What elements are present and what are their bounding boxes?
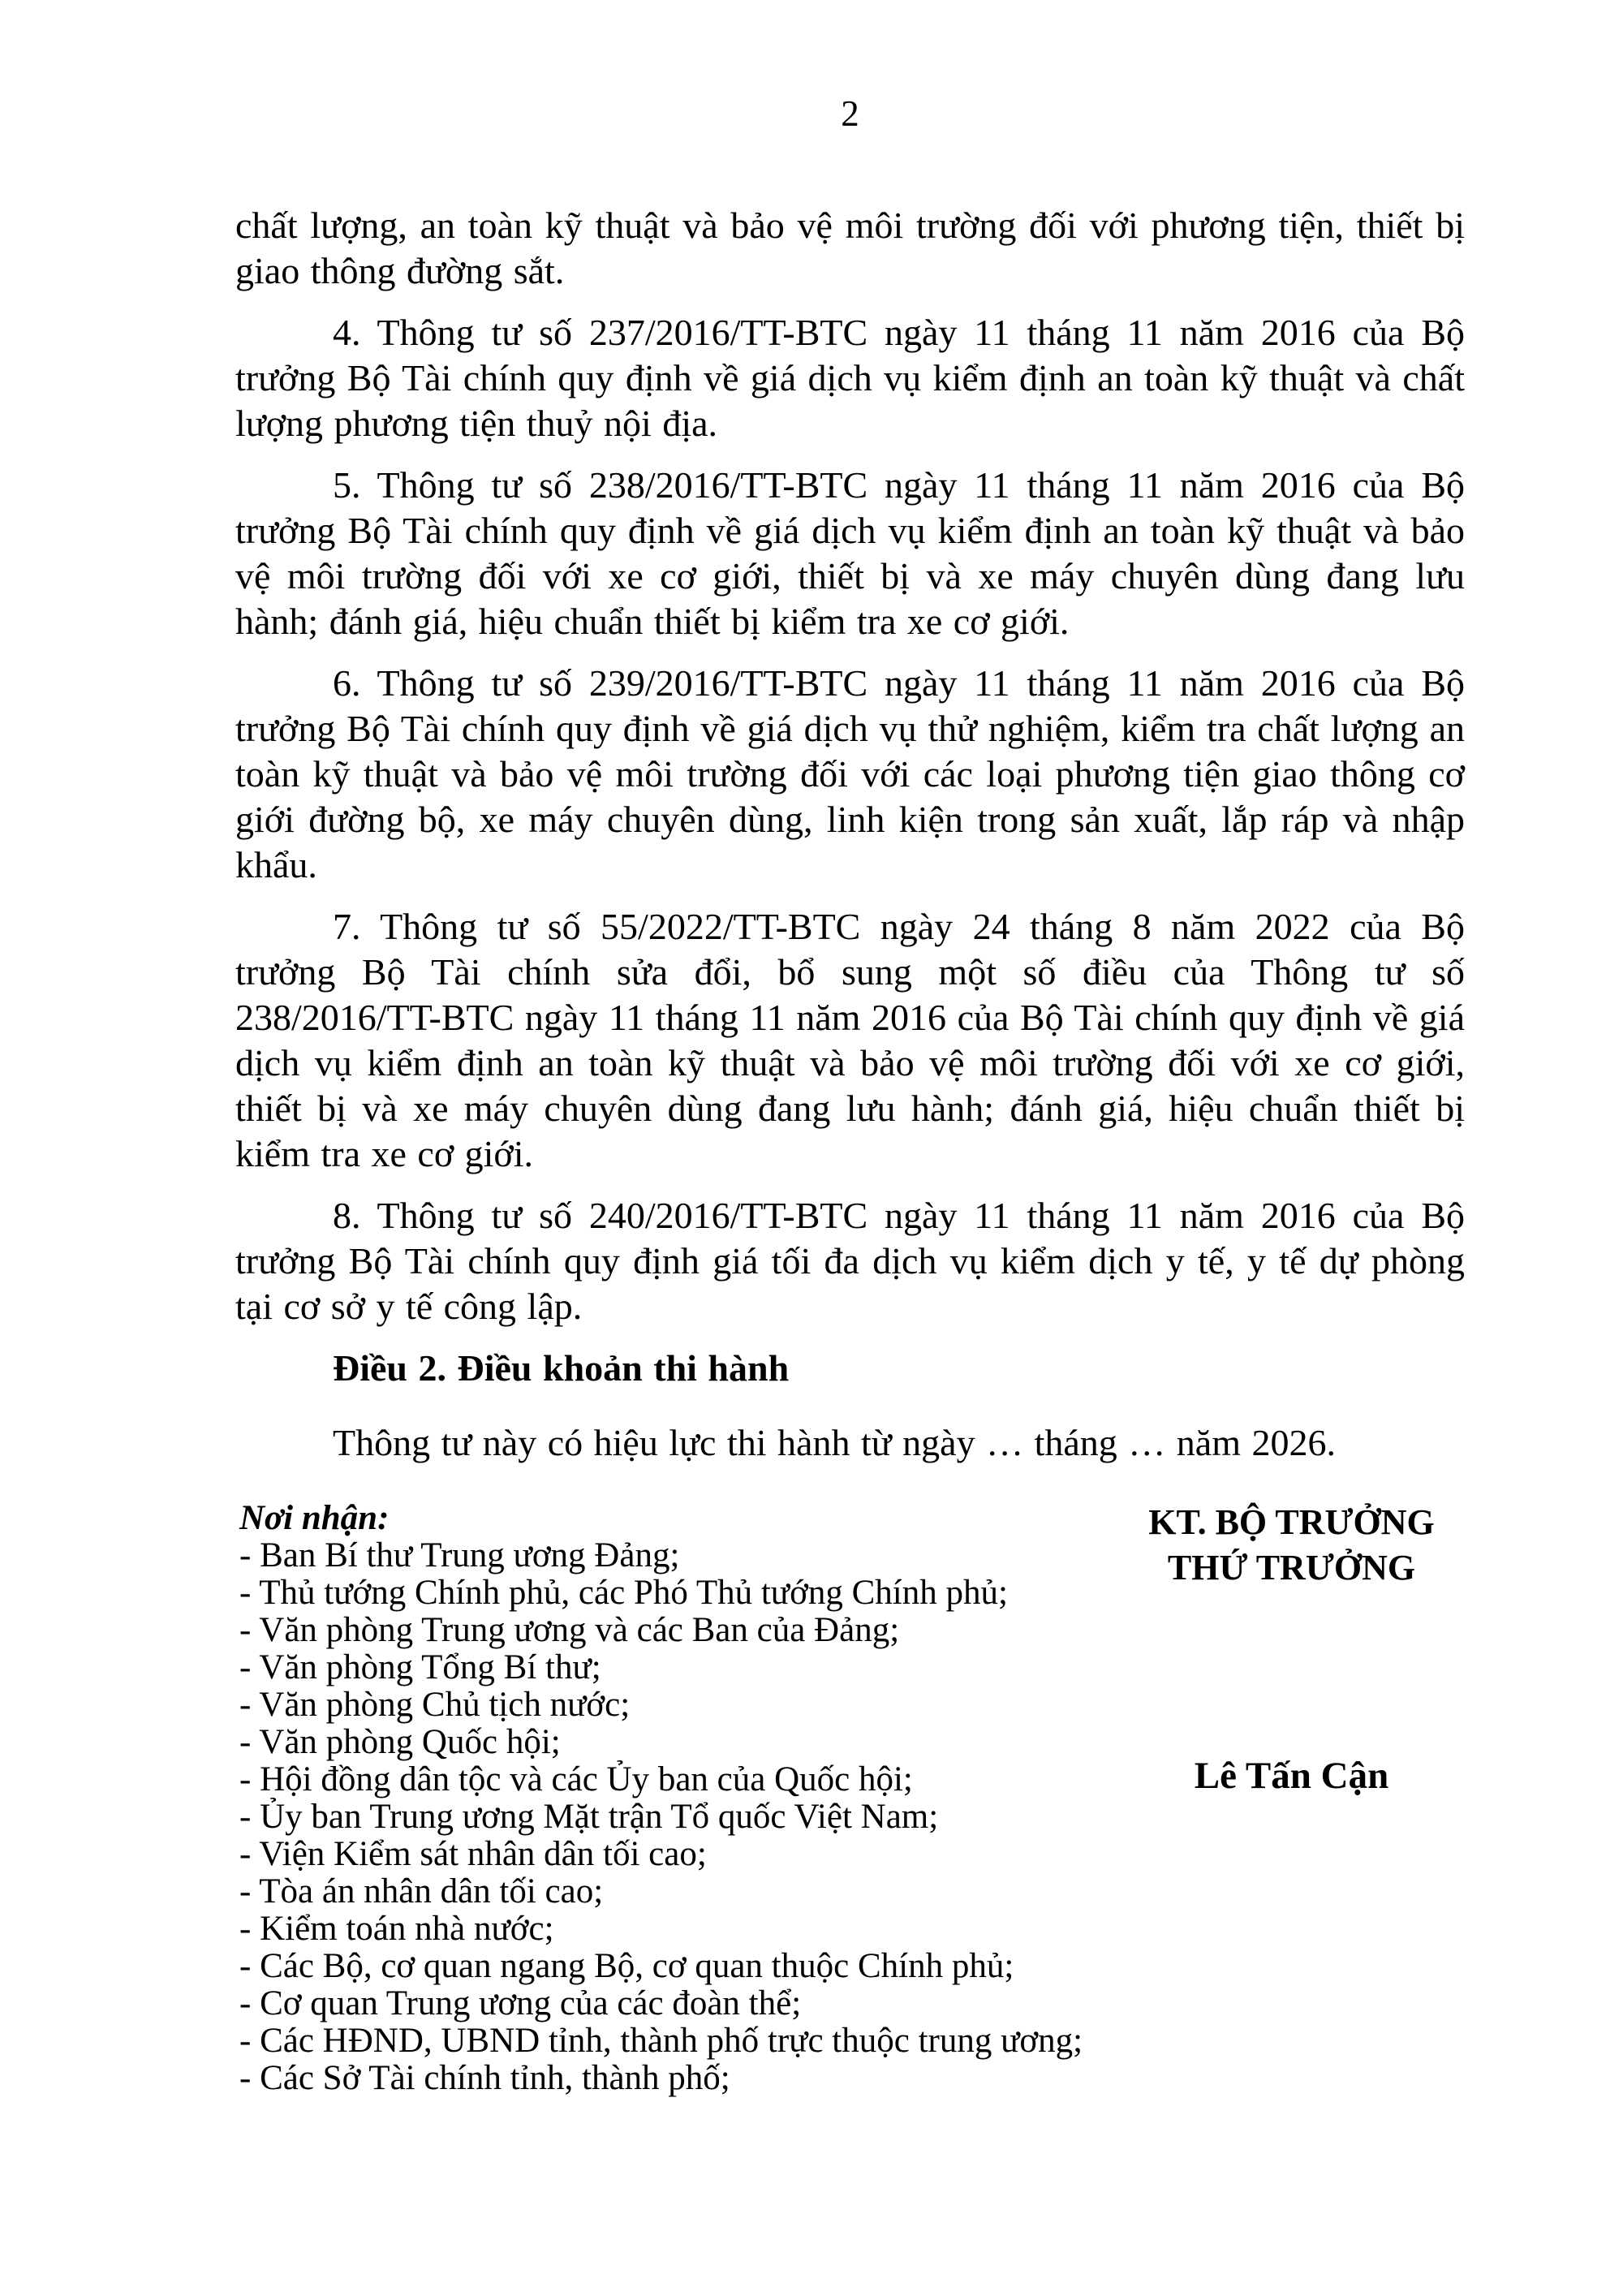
recipient-item: - Các Sở Tài chính tỉnh, thành phố; [239,2059,730,2097]
document-body [235,203,1465,1466]
recipient-item: - Hội đồng dân tộc và các Ủy ban của Quốc hội; [239,1760,913,1798]
recipient-item: - Văn phòng Tổng Bí thư; [239,1648,601,1686]
article-2-heading: Điều 2. Điều khoản thi hành [333,1347,790,1389]
recipient-item: - Viện Kiểm sát nhân dân tối cao; [239,1835,707,1873]
recipient-item: - Văn phòng Quốc hội; [239,1723,561,1761]
paragraph-item-8: 8. Thông tư số 240/2016/TT-BTC ngày 11 tháng 11 năm 2016 của Bộ trưởng Bộ Tài chính quy định giá tối đa dịch vụ kiểm dịch y tế, y tế dự phòng tại cơ sở y tế công lập. [235,1195,1465,1327]
recipient-item: - Các HĐND, UBND tỉnh, thành phố trực thuộc trung ương; [239,2022,1083,2060]
recipient-item: - Ban Bí thư Trung ương Đảng; [239,1536,680,1574]
recipient-item: - Cơ quan Trung ương của các đoàn thể; [239,1984,802,2022]
recipient-item: - Tòa án nhân dân tối cao; [239,1872,604,1910]
signer-authority-title: KT. BỘ TRƯỞNG [1148,1502,1435,1542]
paragraph-item-5: 5. Thông tư số 238/2016/TT-BTC ngày 11 tháng 11 năm 2016 của Bộ trưởng Bộ Tài chính quy định về giá dịch vụ kiểm định an toàn kỹ thuật và bảo vệ môi trường đối với xe cơ giới, thiết bị và xe máy chuyên dùng đang lưu hành; đánh giá, hiệu chuẩn thiết bị kiểm tra xe cơ giới. [235,464,1465,642]
recipient-item: - Thủ tướng Chính phủ, các Phó Thủ tướng Chính phủ; [239,1574,1008,1612]
paragraph-item-6: 6. Thông tư số 239/2016/TT-BTC ngày 11 tháng 11 năm 2016 của Bộ trưởng Bộ Tài chính quy định về giá dịch vụ thử nghiệm, kiểm tra chất lượng an toàn kỹ thuật và bảo vệ môi trường đối với các loại phương tiện giao thông cơ giới đường bộ, xe máy chuyên dùng, linh kiện trong sản xuất, lắp ráp và nhập khẩu. [235,662,1465,885]
paragraph-continuation: chất lượng, an toàn kỹ thuật và bảo vệ môi trường đối với phương tiện, thiết bị giao thông đường sắt. [235,205,1465,291]
recipients-label: Nơi nhận: [239,1499,390,1537]
recipient-item: - Ủy ban Trung ương Mặt trận Tổ quốc Việt Nam; [239,1798,939,1836]
effective-date-clause: Thông tư này có hiệu lực thi hành từ ngày … tháng … năm 2026. [333,1422,1336,1463]
recipients-block [239,1500,1173,2097]
paragraph-item-7: 7. Thông tư số 55/2022/TT-BTC ngày 24 tháng 8 năm 2022 của Bộ trưởng Bộ Tài chính sửa đổi, bổ sung một số điều của Thông tư số 238/2016/TT-BTC ngày 11 tháng 11 năm 2016 của Bộ Tài chính quy định về giá dịch vụ kiểm định an toàn kỹ thuật và bảo vệ môi trường đối với xe cơ giới, thiết bị và xe máy chuyên dùng đang lưu hành; đánh giá, hiệu chuẩn thiết bị kiểm tra xe cơ giới. [235,906,1465,1174]
signer-name: Lê Tấn Cận [1194,1755,1389,1797]
recipient-item: - Văn phòng Chủ tịch nước; [239,1686,631,1724]
signature-block [1058,1500,1525,1798]
paragraph-item-4: 4. Thông tư số 237/2016/TT-BTC ngày 11 tháng 11 năm 2016 của Bộ trưởng Bộ Tài chính quy định về giá dịch vụ kiểm định an toàn kỹ thuật và chất lượng phương tiện thuỷ nội địa. [235,312,1465,444]
recipient-item: - Văn phòng Trung ương và các Ban của Đảng; [239,1611,900,1649]
recipient-item: - Các Bộ, cơ quan ngang Bộ, cơ quan thuộc Chính phủ; [239,1947,1014,1985]
page-number: 2 [841,93,859,134]
signer-position-title: THỨ TRƯỞNG [1167,1548,1416,1587]
recipient-item: - Kiểm toán nhà nước; [239,1910,554,1948]
